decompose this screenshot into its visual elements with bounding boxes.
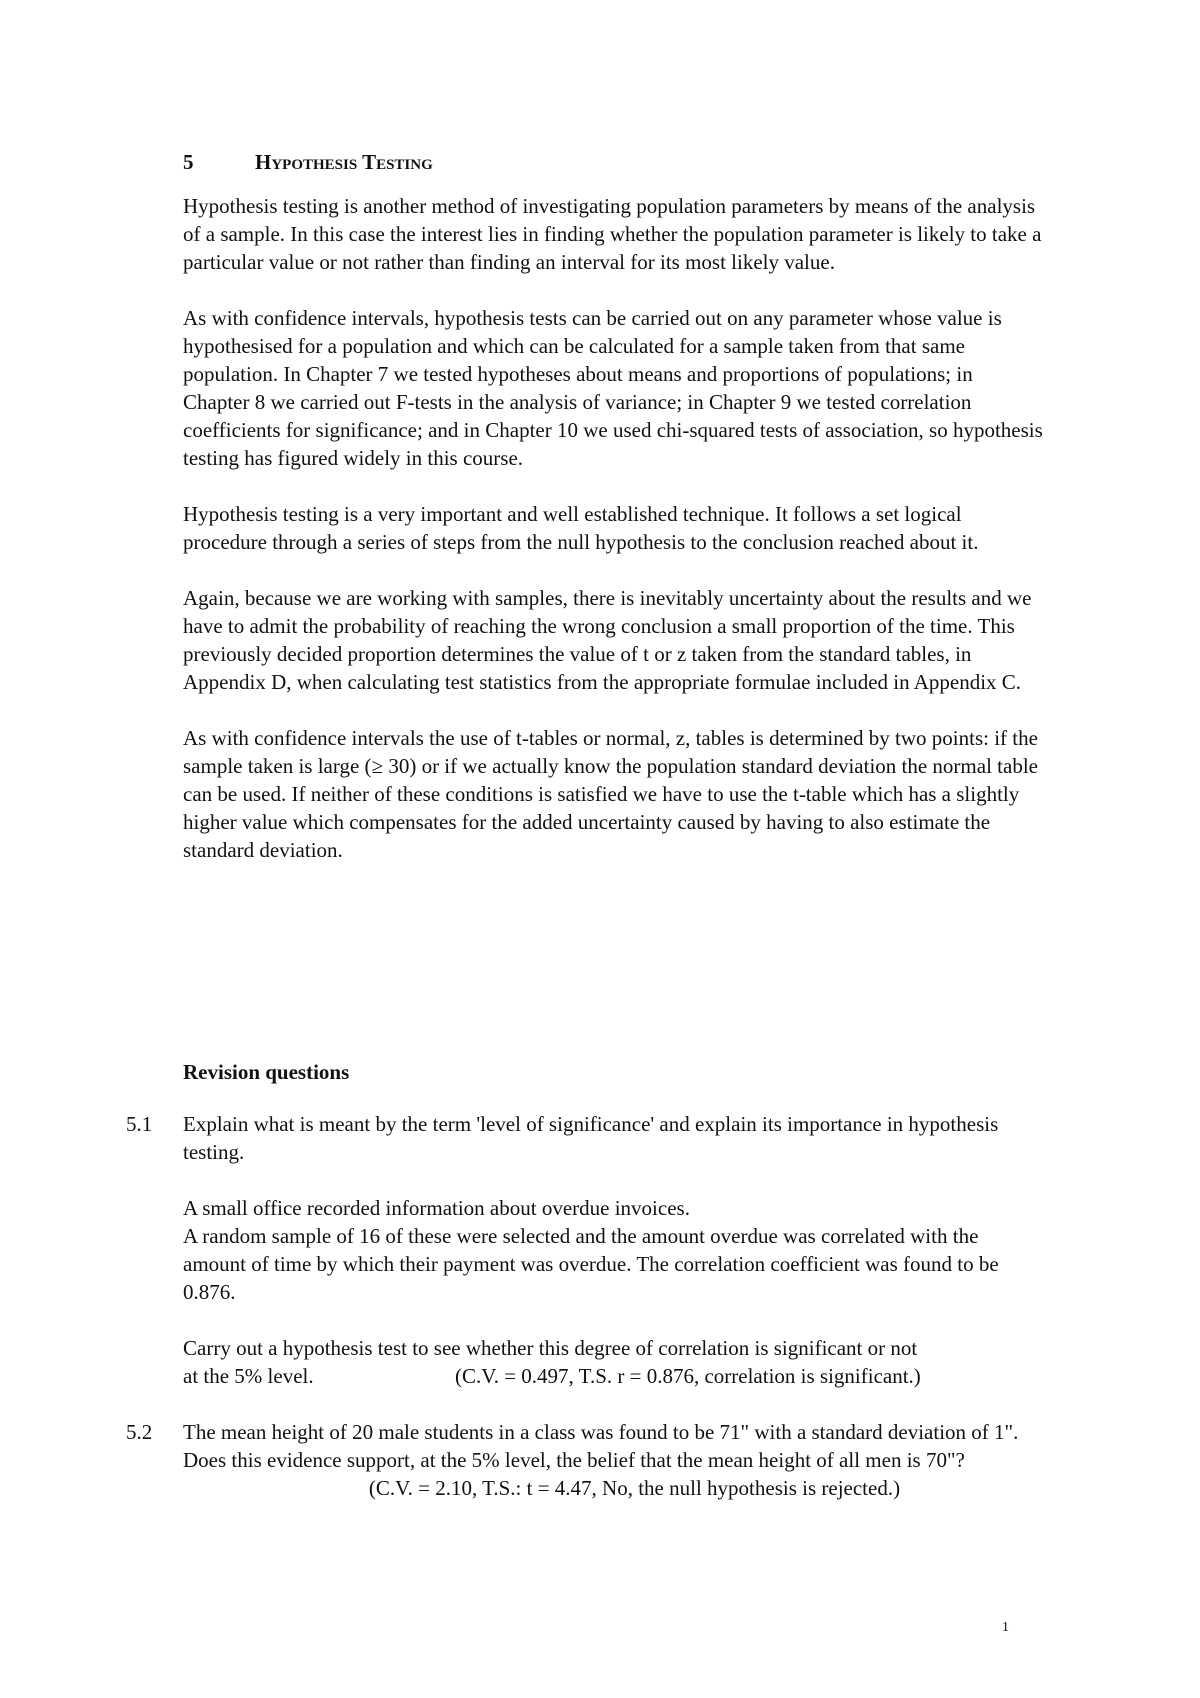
question-number: 5.2	[126, 1420, 153, 1444]
question-number: 5.1	[126, 1112, 153, 1136]
question-detail: A random sample of 16 of these were selected and the amount overdue was correlated with the amount of time by which their payment was overdue. The correlation coefficient was found to be 0.876.	[183, 1224, 999, 1304]
chapter-heading	[183, 150, 433, 175]
question-task: Carry out a hypothesis test to see whether this degree of correlation is significant or not	[183, 1336, 918, 1360]
chapter-number: 5	[183, 150, 194, 174]
question-task-end: at the 5% level.	[183, 1364, 314, 1388]
question-intro: Explain what is meant by the term 'level of significance' and explain its importance in hypothesis testing.	[183, 1112, 999, 1164]
paragraph-confidence-intervals: As with confidence intervals, hypothesis tests can be carried out on any parameter whose value is hypothesised for a population and which can be calculated for a sample taken from that same population. In Chapter 7 we tested hypotheses about means and proportions of populations; in Chapter 8 we carried out F-tests in the analysis of variance; in Chapter 9 we tested correlation coefficients for significance; and in Chapter 10 we used chi-squared tests of association, so hypothesis testing has figured widely in this course.	[183, 306, 1043, 470]
paragraph-technique: Hypothesis testing is a very important and well established technique. It follows a set logical procedure through a series of steps from the null hypothesis to the conclusion reached about it.	[183, 502, 979, 554]
paragraph-uncertainty: Again, because we are working with samples, there is inevitably uncertainty about the results and we have to admit the probability of reaching the wrong conclusion a small proportion of the time. This previously decided proportion determines the value of t or z taken from the standard tables, in Appendix D, when calculating test statistics from the appropriate formulae included in Appendix C.	[183, 586, 1032, 694]
revision-title: Revision questions	[183, 1060, 350, 1084]
question-answer: (C.V. = 2.10, T.S.: t = 4.47, No, the null hypothesis is rejected.)	[368, 1476, 901, 1500]
chapter-body	[183, 192, 1043, 892]
paragraph-intro: Hypothesis testing is another method of investigating population parameters by means of the analysis of a sample. In this case the interest lies in finding whether the population parameter is likely to take a particular value or not rather than finding an interval for its most likely value.	[183, 194, 1042, 274]
paragraph-tables: As with confidence intervals the use of t-tables or normal, z, tables is determined by two points: if the sample taken is large (≥ 30) or if we actually know the population standard deviation the normal table can be used. If neither of these conditions is satisfied we have to use the t-table which has a slightly higher value which compensates for the added uncertainty caused by having to also estimate the standard deviation.	[183, 726, 1038, 862]
question-answer: (C.V. = 0.497, T.S. r = 0.876, correlation is significant.)	[455, 1364, 921, 1388]
question-text: The mean height of 20 male students in a class was found to be 71" with a standard deviation of 1". Does this evidence support, at the 5% level, the belief that the mean height of all men is 70"?	[183, 1420, 1019, 1472]
question-context: A small office recorded information about overdue invoices.	[183, 1196, 690, 1220]
question-answer-row	[183, 1362, 1046, 1390]
question-5-2	[126, 1418, 1046, 1502]
chapter-title: Hypothesis Testing	[255, 150, 433, 174]
page-number: 1	[1002, 1620, 1009, 1635]
question-5-1	[126, 1110, 1046, 1390]
